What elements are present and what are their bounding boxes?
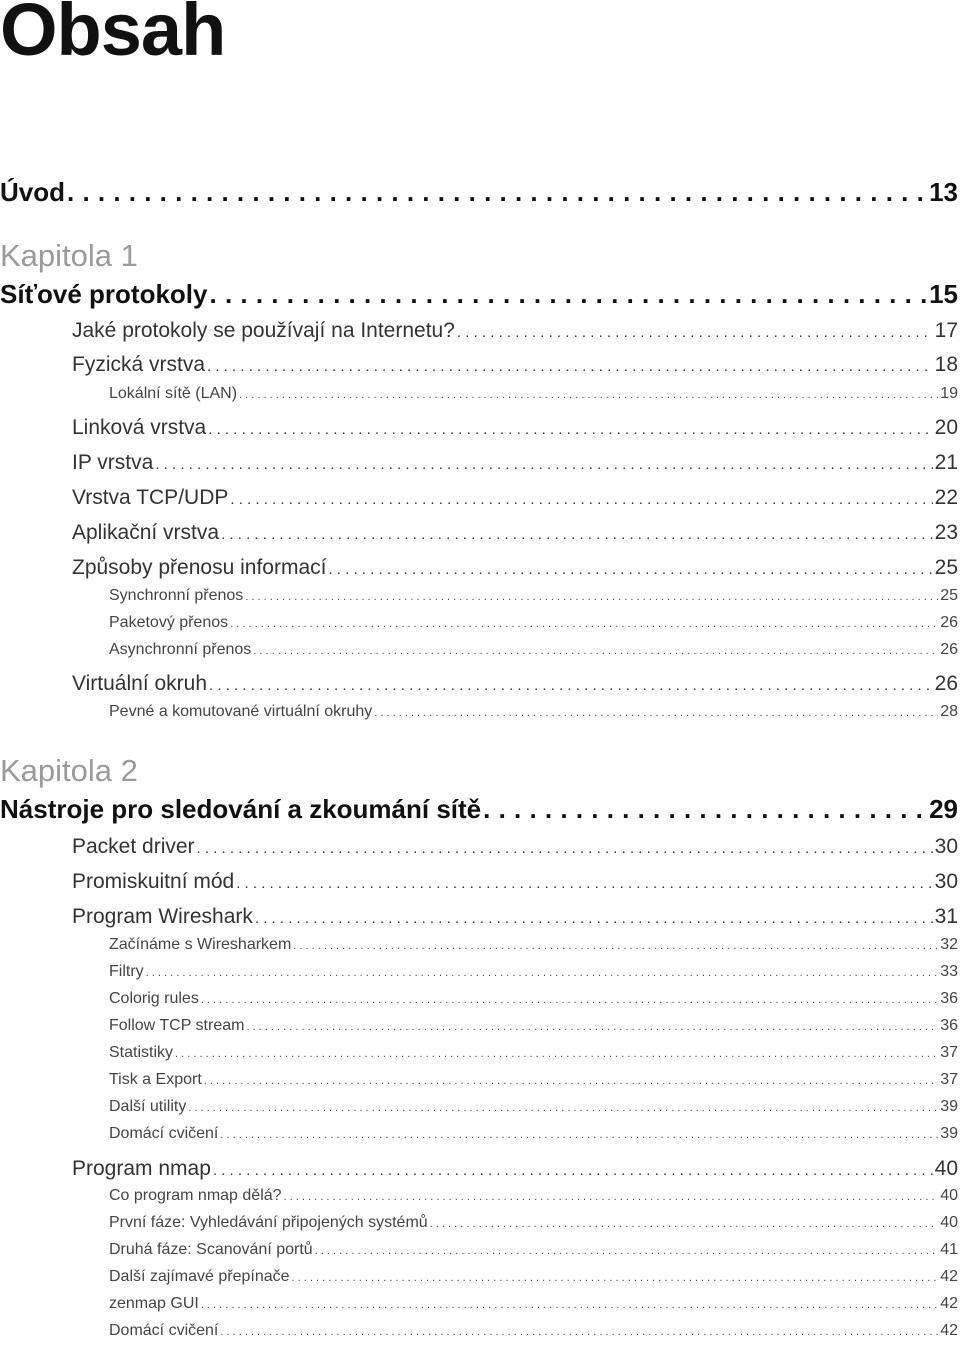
toc-page-number: 37 [940,1044,958,1061]
dot-leader [213,1162,933,1179]
dot-leader [246,1021,938,1033]
toc-subentry[interactable] [109,1322,958,1340]
dot-leader [146,967,939,979]
dot-leader [328,561,932,578]
dot-leader [207,358,933,375]
toc-entry-label: Úvod [0,177,65,207]
toc-entry-label: Statistiky [109,1044,174,1061]
toc-page-number: 36 [940,1017,958,1034]
toc-page-number: 13 [929,177,958,207]
toc-entry-label: Fyzická vrstva [72,353,206,376]
toc-page-number: 42 [940,1322,958,1339]
toc-page-number: 40 [940,1214,958,1231]
toc-chapter-title[interactable] [0,794,958,825]
toc-entry[interactable] [72,319,958,343]
toc-entry[interactable] [72,353,958,377]
dot-leader [293,940,938,952]
toc-entry-label: Další zajímavé přepínače [109,1268,290,1285]
toc-subentry[interactable] [109,385,958,403]
toc-page-number: 30 [934,835,958,858]
dot-leader [315,1245,939,1257]
toc-entry-label: Pevné a komutované virtuální okruhy [109,703,373,720]
toc-subentry[interactable] [109,1098,958,1116]
chapter-label: Kapitola 1 [0,238,138,273]
dot-leader [67,177,927,208]
toc-page-number: 39 [940,1125,958,1142]
toc-page-number: 26 [940,614,958,631]
toc-page-number: 25 [940,587,958,604]
toc-page-number: 29 [929,794,958,824]
toc-subentry[interactable] [109,641,958,659]
toc-entry-label: Follow TCP stream [109,1017,245,1034]
toc-subentry[interactable] [109,1044,958,1062]
dot-leader [221,526,933,543]
toc-page-number: 33 [940,963,958,980]
dot-leader [175,1048,938,1060]
toc-entry-label: IP vrstva [72,451,154,474]
toc-entry[interactable] [72,451,958,475]
toc-subentry[interactable] [109,1214,958,1232]
toc-entry-label: Co program nmap dělá? [109,1187,282,1204]
toc-subentry[interactable] [109,703,958,721]
page-title: Obsah [0,0,226,71]
toc-subentry[interactable] [109,1295,958,1313]
toc-entry-label: Synchronní přenos [109,587,244,604]
toc-page-number: 26 [934,672,958,695]
toc-entry-label: Virtuální okruh [72,672,208,695]
toc-page-number: 23 [934,521,958,544]
toc-subentry[interactable] [109,990,958,1008]
toc-entry[interactable] [72,672,958,696]
toc-entry-label: Aplikační vrstva [72,521,220,544]
toc-page-number: 25 [934,556,958,579]
dot-leader [457,324,933,341]
dot-leader [209,677,933,694]
dot-leader [483,794,927,825]
toc-entry[interactable] [72,416,958,440]
toc-subentry[interactable] [109,587,958,605]
toc-page-number: 30 [934,870,958,893]
toc-page-number: 20 [934,416,958,439]
toc-page-number: 37 [940,1071,958,1088]
toc-entry-label: Další utility [109,1098,187,1115]
toc-page-number: 31 [934,905,958,928]
toc-entry[interactable] [72,835,958,859]
dot-leader [230,618,938,630]
toc-page-number: 26 [940,641,958,658]
toc-chapter-title[interactable] [0,279,958,310]
toc-entry[interactable] [72,521,958,545]
dot-leader [208,421,932,438]
dot-leader [236,875,932,892]
toc-subentry[interactable] [109,936,958,954]
toc-subentry[interactable] [109,1187,958,1205]
toc-page-number: 40 [934,1157,958,1180]
toc-entry-label: Colorig rules [109,990,199,1007]
toc-entry[interactable] [72,905,958,929]
toc-entry-intro[interactable] [0,177,958,208]
dot-leader [292,1272,939,1284]
toc-entry-label: Začínáme s Wiresharkem [109,936,292,953]
toc-page-number: 17 [934,319,958,342]
toc-entry-label: Linková vrstva [72,416,207,439]
toc-entry-label: zenmap GUI [109,1295,199,1312]
toc-subentry[interactable] [109,614,958,632]
toc-page-number: 42 [940,1295,958,1312]
dot-leader [201,1299,938,1311]
toc-subentry[interactable] [109,1017,958,1035]
toc-entry[interactable] [72,486,958,510]
toc-entry[interactable] [72,1157,958,1181]
toc-entry-label: Domácí cvičení [109,1125,219,1142]
toc-entry-label: Asynchronní přenos [109,641,252,658]
dot-leader [188,1102,938,1114]
dot-leader [220,1326,938,1338]
toc-page-number: 21 [934,451,958,474]
toc-entry-label: Filtry [109,963,144,980]
dot-leader [155,456,932,473]
toc-page-number: 28 [940,703,958,720]
toc-subentry[interactable] [109,963,958,981]
toc-subentry[interactable] [109,1268,958,1286]
toc-entry-label: Program nmap [72,1157,211,1180]
toc-entry-label: Program Wireshark [72,905,253,928]
toc-subentry[interactable] [109,1241,958,1259]
dot-leader [255,910,933,927]
dot-leader [210,279,928,310]
toc-page-number: 39 [940,1098,958,1115]
toc-entry-label: Síťové protokoly [0,279,208,309]
toc-page-number: 36 [940,990,958,1007]
toc-entry[interactable] [72,870,958,894]
toc-entry-label: Druhá fáze: Scanování portů [109,1241,313,1258]
toc-page-number: 41 [940,1241,958,1258]
toc-page-number: 22 [934,486,958,509]
toc-entry-label: Tisk a Export [109,1071,202,1088]
toc-page-number: 18 [934,353,958,376]
toc-entry-label: Způsoby přenosu informací [72,556,327,579]
toc-entry-label: Nástroje pro sledování a zkoumání sítě [0,794,482,824]
dot-leader [201,994,938,1006]
toc-entry-label: Packet driver [72,835,195,858]
toc-page-number: 15 [929,279,958,309]
dot-leader [197,840,933,857]
dot-leader [239,389,938,401]
toc-entry-label: Paketový přenos [109,614,229,631]
toc-entry-label: První fáze: Vyhledávání připojených systémů [109,1214,428,1231]
toc-subentry[interactable] [109,1125,958,1143]
toc-page-number: 40 [940,1187,958,1204]
dot-leader [374,707,938,719]
dot-leader [430,1218,939,1230]
toc-subentry[interactable] [109,1071,958,1089]
toc-entry-label: Jaké protokoly se používají na Internetu? [72,319,455,342]
toc-page-number: 19 [940,385,958,402]
dot-leader [204,1075,938,1087]
toc-entry-label: Domácí cvičení [109,1322,219,1339]
dot-leader [253,645,938,657]
dot-leader [230,491,932,508]
toc-entry-label: Promiskuitní mód [72,870,235,893]
toc-entry-label: Vrstva TCP/UDP [72,486,229,509]
dot-leader [220,1129,938,1141]
toc-page-number: 32 [940,936,958,953]
dot-leader [245,591,938,603]
chapter-label: Kapitola 2 [0,753,138,788]
toc-entry[interactable] [72,556,958,580]
toc-entry-label: Lokální sítě (LAN) [109,385,238,402]
dot-leader [284,1191,939,1203]
toc-page-number: 42 [940,1268,958,1285]
